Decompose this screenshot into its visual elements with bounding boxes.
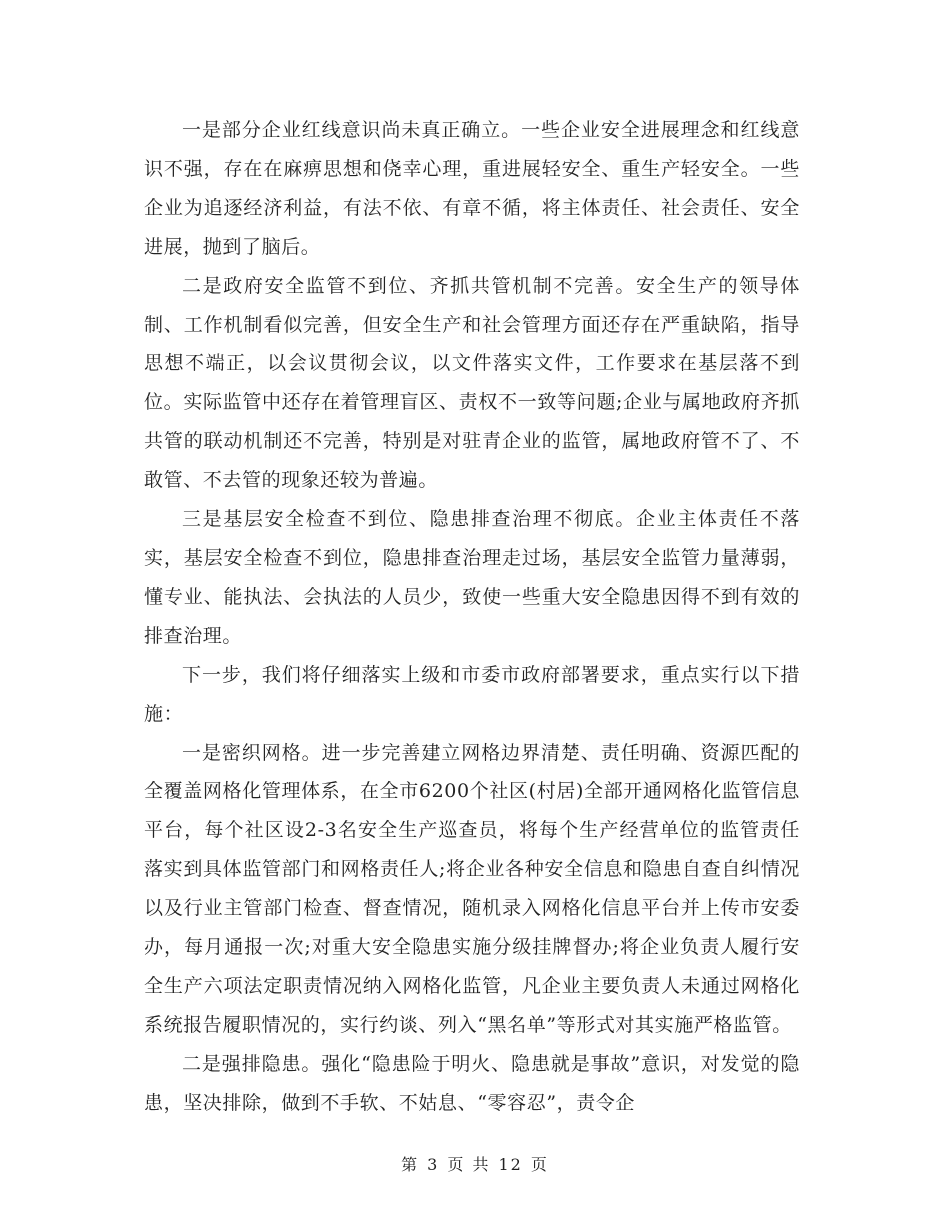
page-total: 12 [498,1155,523,1174]
document-body [144,111,800,1123]
page-label-suffix: 页 [530,1155,549,1174]
page-label-prefix: 第 [401,1155,420,1174]
page-label-mid: 页 共 [447,1155,491,1174]
page-footer [0,1152,950,1175]
paragraph-2: 二是政府安全监管不到位、齐抓共管机制不完善。安全生产的领导体制、工作机制看似完善，但安全生产和社会管理方面还存在严重缺陷，指导思想不端正，以会议贯彻会议，以文件落实文件，工作要求在基层落不到位。实际监管中还存在着管理盲区、责权不一致等问题;企业与属地政府齐抓共管的联动机制还不完善，特别是对驻青企业的监管，属地政府管不了、不敢管、不去管的现象还较为普遍。 [144,274,800,492]
paragraph-5: 一是密织网格。进一步完善建立网格边界清楚、责任明确、资源匹配的全覆盖网格化管理体系，在全市6200个社区(村居)全部开通网格化监管信息平台，每个社区设2-3名安全生产巡查员，将每个生产经营单位的监管责任落实到具体监管部门和网格责任人;将企业各种安全信息和隐患自查自纠情况以及行业主管部门检查、督查情况，随机录入网格化信息平台并上传市安委办，每月通报一次;对重大安全隐患实施分级挂牌督办;将企业负责人履行安全生产六项法定职责情况纳入网格化监管，凡企业主要负责人未通过网格化系统报告履职情况的，实行约谈、列入“黑名单”等形式对其实施严格监管。 [144,741,800,1036]
paragraph-1: 一是部分企业红线意识尚未真正确立。一些企业安全进展理念和红线意识不强，存在在麻痹思想和侥幸心理，重进展轻安全、重生产轻安全。一些企业为追逐经济利益，有法不依、有章不循，将主体责任、社会责任、安全进展，抛到了脑后。 [144,119,800,258]
page-current: 3 [427,1155,440,1174]
paragraph-4: 下一步，我们将仔细落实上级和市委市政府部署要求，重点实行以下措施： [144,663,800,725]
paragraph-6: 二是强排隐患。强化“隐患险于明火、隐患就是事故”意识，对发觉的隐患，坚决排除，做到不手软、不姑息、“零容忍”，责令企 [144,1052,800,1114]
paragraph-3: 三是基层安全检查不到位、隐患排查治理不彻底。企业主体责任不落实，基层安全检查不到位，隐患排查治理走过场，基层安全监管力量薄弱，懂专业、能执法、会执法的人员少，致使一些重大安全隐患因得不到有效的排查治理。 [144,508,800,647]
